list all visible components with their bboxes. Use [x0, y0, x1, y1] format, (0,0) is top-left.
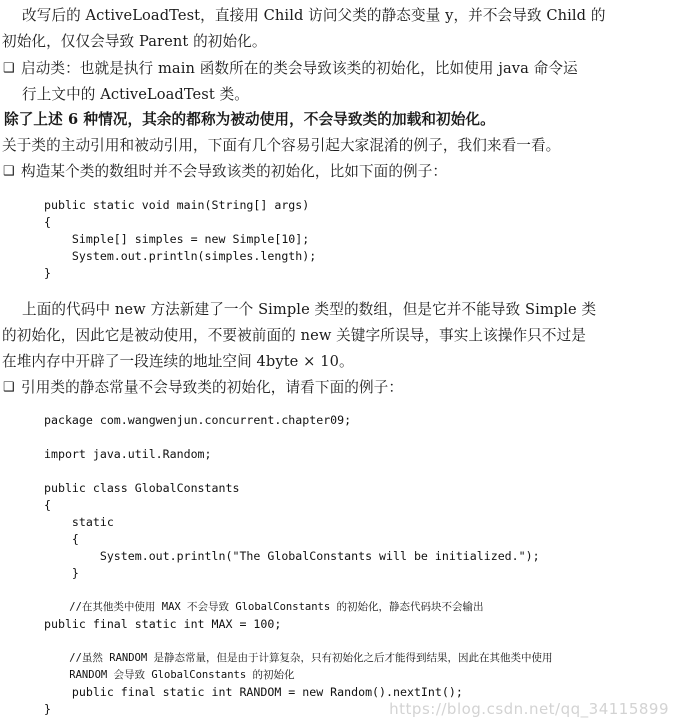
bullet-startup-line: 行上文中的 ActiveLoadTest 类。 [22, 86, 249, 103]
code-comment: //在其他类中使用 MAX 不会导致 GlobalConstants 的初始化，静态代码块不会输出 [44, 601, 484, 613]
code-line: } [44, 566, 79, 580]
bullet-icon: ❑ [3, 61, 15, 76]
intro-paragraph: 关于类的主动引用和被动引用，下面有几个容易引起大家混淆的例子，我们来看一看。 [2, 137, 561, 154]
bullet-icon: ❑ [3, 380, 15, 395]
paragraph-line: 在堆内存中开辟了一段连续的地址空间 4byte × 10。 [2, 353, 354, 370]
code-line: System.out.println(simples.length); [44, 249, 317, 263]
code-line: public static void main(String[] args) [44, 198, 310, 212]
bullet-icon: ❑ [3, 164, 15, 179]
code-line: static [44, 515, 114, 529]
code-line: package com.wangwenjun.concurrent.chapter09; [44, 413, 352, 427]
paragraph-line: 上面的代码中 new 方法新建了一个 Simple 类型的数组，但是它并不能导致 Simple 类 [22, 301, 597, 318]
code-line: { [44, 498, 51, 512]
code-line: public class GlobalConstants [44, 481, 240, 495]
bullet-array-text: 构造某个类的数组时并不会导致该类的初始化，比如下面的例子： [21, 163, 448, 180]
code-line: } [44, 266, 51, 280]
paragraph-line: 初始化，仅仅会导致 Parent 的初始化。 [2, 33, 267, 50]
bullet-const-text: 引用类的静态常量不会导致类的初始化，请看下面的例子： [21, 379, 404, 396]
bold-summary: 除了上述 6 种情况，其余的都称为被动使用，不会导致类的加载和初始化。 [4, 111, 495, 128]
code-line: System.out.println("The GlobalConstants will be initialized."); [44, 549, 540, 563]
paragraph-line: 的初始化，因此它是被动使用，不要被前面的 new 关键字所误导，事实上该操作只不过是 [2, 327, 586, 344]
code-line: } [44, 702, 51, 716]
code-line: Simple[] simples = new Simple[10]; [44, 232, 310, 246]
code-comment: //虽然 RANDOM 是静态常量，但是由于计算复杂，只有初始化之后才能得到结果，因此在其他类中使用 [44, 652, 553, 664]
watermark-url: https://blog.csdn.net/qq_34115899 [389, 700, 669, 718]
code-comment: RANDOM 会导致 GlobalConstants 的初始化 [44, 669, 295, 681]
code-line: { [44, 215, 51, 229]
code-line: import java.util.Random; [44, 447, 212, 461]
code-line: public final static int RANDOM = new Random().nextInt(); [44, 685, 463, 699]
bullet-startup-line: 启动类：也就是执行 main 函数所在的类会导致该类的初始化，比如使用 java 命令运 [21, 60, 578, 77]
code-line: { [44, 532, 79, 546]
code-line: public final static int MAX = 100; [44, 617, 282, 631]
paragraph-line: 改写后的 ActiveLoadTest，直接用 Child 访问父类的静态变量 y，并不会导致 Child 的 [22, 7, 606, 24]
